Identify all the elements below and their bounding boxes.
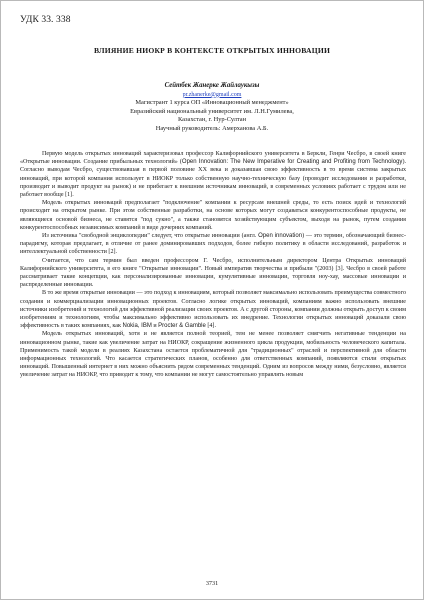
author-email-link[interactable]: pr.zhanerke@gmail.com [182,91,242,98]
paragraph: Модель открытых инноваций, хотя и не является полной теорией, тем не менее позволяет смягчить негативные тенденции на инновационном рынке, такие как увеличение затрат на НИОКР, сокращение жизненного цикла продукции, мобильность человеческого капитала. Применимость такой модели в реалиях Казахстана остается проблематичной для "традиционных" отраслей и перспективной для области информационных технологий. Что касается стратегических планов, особенно для ответственных компаний, появляются стили открытых инноваций. Повышенный интернет в них можно объяснить рядом современных тенденций. Одним из вопросов между ними, безусловно, является увеличение затрат на НИОКР, что приводит к тому, что компании не могут самостоятельно управлять новым [20,331,406,379]
paragraph: Модель открытых инноваций предполагает "подключение" компании к ресурсам внешней среды, то есть поиск идей и технологий происходит на открытом рынке. При этом собственные разработки, на основе которых могут создаваться конкурентоспособные продукты, не являющиеся основой бизнеса, не ставятся "под сукно", а также становятся хозяйствующим субъектом, выходя на рынок, путем создания конкурентоспособных независимых компаний в виде дочерних компаний. [20,200,406,231]
paragraph: Первую модель открытых инноваций характеризовал профессор Калифорнийского университета в Беркли, Генри Чесбро, в своей книге «Открытые инновации. Создание прибыльных технологий» (Open Innovation: The New Imperative for Creating and Profiting from Technology). Согласно выводам Чесбро, существовавшая в первой половине XX века и доказавшая свою эффективность в то время система закрытых инноваций, при которой компания использует в НИОКР только собственную научно-техническую базу (проводит исследования и разработки, производит и выводит продукт на рынок) и не прибегает к внешним источникам инноваций, в современных условиях работает с трудом или не работает вообще [1]. [20,151,406,199]
author-location: Казахстан, г. Нур-Султан [177,116,247,124]
author-name: Сейтбек Жанерке Жайлаукызы [164,82,260,89]
author-block [1,82,423,134]
udk-code: УДК 33. 338 [20,15,71,25]
article-body [20,150,406,380]
paragraph: Считается, что сам термин был введен профессором Г. Чесбро, исполнительным директором Центра Открытых инноваций Калифорнийского университета, в его книге "Открытые инновации". Новый императив творчества и прибыли "(2003) [3]. Чесбро в своей работе рассматривает такие концепции, как персонализированные инновации, кумулятивные инновации, торговля ноу-хау, массовые инновации и распределенные инновации. [20,257,406,289]
paragraph: В то же время открытые инновации — это подход к инновациям, который позволяет максимально использовать преимущества совместного создания и коммерциализации инновационных проектов. Согласно логике открытых инноваций, компаниям важно использовать внешние источники изобретений и технологий для эффективной реализации своих проектов. А с другой стороны, компании должны открыть доступ к своим изобретениям и технологиям, чтобы максимально эффективно использовать их внедрение. Технологии открытых инноваций доказали свою эффективность в таких компаниях, как Nokia, IBM и Procter & Gamble [4]. [20,290,406,330]
author-position: Магистрант 1 курса ОП «Инновационный менеджмент» [135,99,289,107]
author-supervisor: Научный руководитель: Амерханова А.Б. [155,124,269,132]
page-number: 3731 [205,580,219,587]
article-title: ВЛИЯНИЕ НИОКР В КОНТЕКСТЕ ОТКРЫТЫХ ИННОВАЦИИ [93,46,331,55]
paragraph: Из источника "свободной энциклопедии" следует, что открытые инновации (англ. Open innovation) — это термин, обозначающий бизнес-парадигму, которая предлагает, в отличие от ранее доминировавших подходов, более гибкую политику в области исследований, разработок и интеллектуальной собственности [2]. [20,233,406,256]
author-university: Евразийский национальный университет им. Л.Н.Гумилева, [130,107,294,115]
